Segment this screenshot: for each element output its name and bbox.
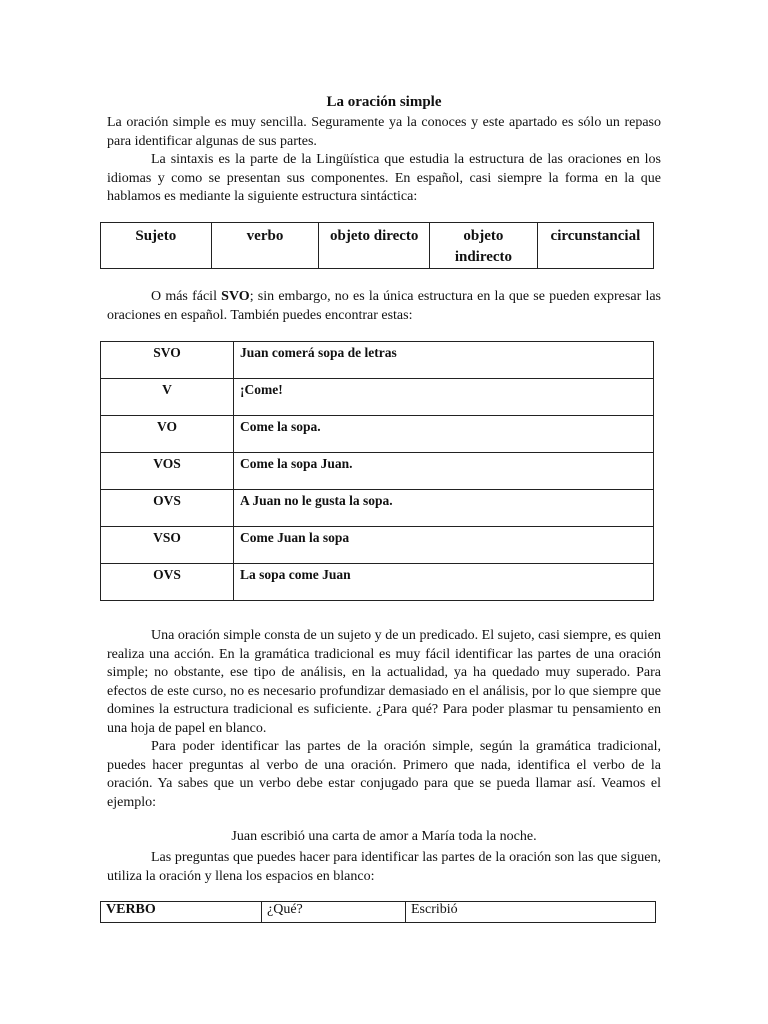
predicado-paragraph: Una oración simple consta de un sujeto y de un predicado. El sujeto, casi siempre, es quien realiza una acción. En la gramática tradicional es muy fácil identificar las partes de una oración simple; no obstante, ese tipo de análisis, en la actualidad, ya ha quedado muy superado. Para efectos de este curso, no es necesario profundizar demasiado en el análisis, por lo que siempre que domines la estructura tradicional es suficiente. ¿Para qué? Para poder plasmar tu pensamiento en una hoja de papel en blanco. <box>107 628 661 736</box>
structure-cell-objeto-indirecto: objeto indirecto <box>430 223 538 269</box>
svo-paragraph <box>107 288 661 325</box>
svo-post-text: ; sin embargo, no es la única estructura en la que se pueden expresar las oraciones en español. También puedes encontrar estas: <box>107 289 661 323</box>
table-row <box>101 490 654 527</box>
question-part: VERBO <box>101 902 262 923</box>
structure-cell-circunstancial: circunstancial <box>537 223 653 269</box>
order-code: OVS <box>101 490 234 527</box>
svo-bold-text: SVO <box>221 289 250 304</box>
orders-table <box>100 341 654 601</box>
order-code: OVS <box>101 564 234 601</box>
structure-cell-sujeto: Sujeto <box>101 223 212 269</box>
question-text: ¿Qué? <box>262 902 406 923</box>
order-code: V <box>101 379 234 416</box>
order-code: VO <box>101 416 234 453</box>
order-example: Juan comerá sopa de letras <box>234 342 654 379</box>
table-row <box>101 342 654 379</box>
structure-table <box>100 222 654 269</box>
table-row <box>101 527 654 564</box>
question-answer: Escribió <box>406 902 656 923</box>
sintaxis-paragraph: La sintaxis es la parte de la Lingüística que estudia la estructura de las oraciones en los idiomas y como se presentan sus componentes. En español, casi siempre la forma en la que hablamos es mediante la siguiente estructura sintáctica: <box>107 152 661 204</box>
table-row <box>101 564 654 601</box>
order-example: Come la sopa Juan. <box>234 453 654 490</box>
table-row <box>101 416 654 453</box>
structure-cell-objeto-directo: objeto directo <box>319 223 430 269</box>
order-code: VSO <box>101 527 234 564</box>
structure-cell-verbo: verbo <box>211 223 319 269</box>
table-row <box>101 379 654 416</box>
svo-pre-text: O más fácil <box>151 289 222 304</box>
questions-table <box>100 901 656 923</box>
order-code: SVO <box>101 342 234 379</box>
order-example: A Juan no le gusta la sopa. <box>234 490 654 527</box>
example-sentence: Juan escribió una carta de amor a María toda la noche. <box>231 829 537 844</box>
preguntas-paragraph: Las preguntas que puedes hacer para identificar las partes de la oración son las que siguen, utiliza la oración y llena los espacios en blanco: <box>107 850 661 884</box>
order-code: VOS <box>101 453 234 490</box>
order-example: La sopa come Juan <box>234 564 654 601</box>
order-example: ¡Come! <box>234 379 654 416</box>
intro-paragraph: La oración simple es muy sencilla. Seguramente ya la conoces y este apartado es sólo un repaso para identificar algunas de sus partes. <box>107 115 661 149</box>
page-title: La oración simple <box>326 94 442 110</box>
table-row <box>101 453 654 490</box>
table-row <box>101 902 656 923</box>
order-example: Come Juan la sopa <box>234 527 654 564</box>
identificar-paragraph: Para poder identificar las partes de la oración simple, según la gramática tradicional, puedes hacer preguntas al verbo de una oración. Primero que nada, identifica el verbo de la oración. Ya sabes que un verbo debe estar conjugado para que se pueda llamar así. Veamos el ejemplo: <box>107 739 661 810</box>
order-example: Come la sopa. <box>234 416 654 453</box>
